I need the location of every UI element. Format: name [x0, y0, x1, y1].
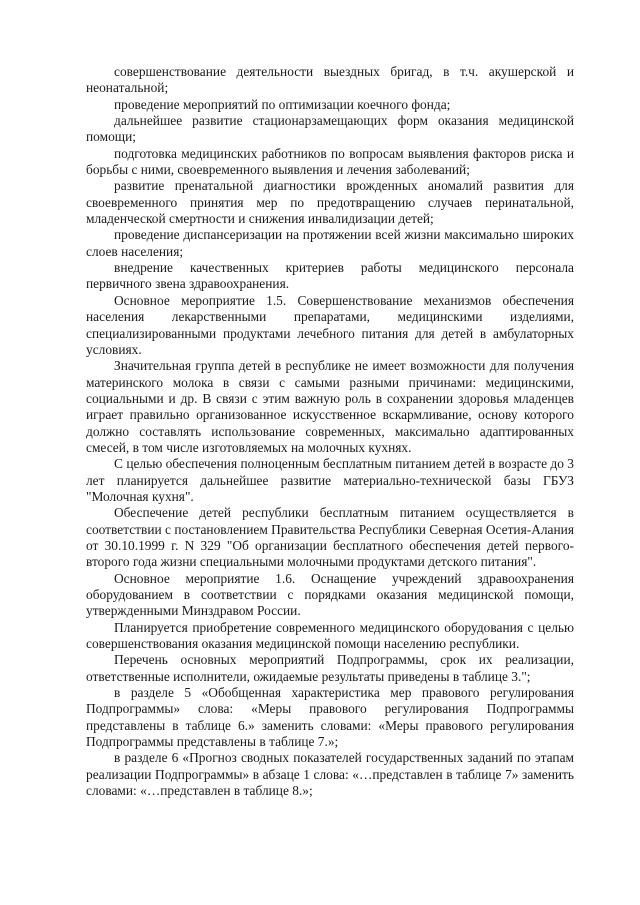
paragraph-section-6-amendment: в разделе 6 «Прогноз сводных показателей государственных заданий по этапам реализации Подпрограммы» в абзаце 1 слова: «…представлен в таблице 7» заменить словами: «…представлен в таблице 8.»;	[86, 750, 574, 799]
paragraph-table-3-reference: Перечень основных мероприятий Подпрограммы, срок их реализации, ответственные исполнители, ожидаемые результаты приведены в таблице 3.";	[86, 652, 574, 684]
paragraph-prenatal-diagnostics: развитие пренатальной диагностики врожденных аномалий развития для своевременного принятия мер по предотвращению случаев перинатальной, младенческой смертности и снижения инвалидизации детей;	[86, 178, 574, 227]
document-page	[86, 64, 574, 799]
paragraph-staff-training: подготовка медицинских работников по вопросам выявления факторов риска и борьбы с ними, своевременного выявления и лечения заболеваний;	[86, 145, 574, 178]
paragraph-hospital-replacing-care: дальнейшее развитие стационарзамещающих форм оказания медицинской помощи;	[86, 113, 574, 145]
paragraph-measure-1-5: Основное мероприятие 1.5. Совершенствование механизмов обеспечения населения лекарственными препаратами, медицинскими изделиями, специализированными продуктами лечебного питания для детей в амбулаторных условиях.	[86, 292, 574, 357]
paragraph-section-5-amendment: в разделе 5 «Обобщенная характеристика мер правового регулирования Подпрограммы» слова: «Меры правового регулирования Подпрограммы представлены в таблице 6.» заменить словами: «Меры правового регулирования Подпрограммы представлены в таблице 7.»;	[86, 685, 574, 750]
paragraph-free-nutrition: Обеспечение детей республики бесплатным питанием осуществляется в соответствии с постановлением Правительства Республики Северная Осетия-Алания от 30.10.1999 г. N 329 "Об организации бесплатного обеспечения детей первого-второго года жизни специальными молочными продуктами детского питания".	[86, 505, 574, 570]
paragraph-equipment-purchase: Планируется приобретение современного медицинского оборудования с целью совершенствования оказания медицинской помощи населению республики.	[86, 619, 574, 652]
paragraph-infant-feeding: Значительная группа детей в республике не имеет возможности для получения материнского молока в связи с самыми разными причинами: медицинскими, социальными и др. В связи с этим важную роль в сохранении здоровья младенцев играет правильно организованное искусственное вскармливание, основу которого должно составлять использование современных, максимально адаптированных смесей, в том числе изготовляемых на молочных кухнях.	[86, 358, 574, 455]
paragraph-outreach-teams: совершенствование деятельности выездных бригад, в т.ч. акушерской и неонатальной;	[86, 64, 574, 96]
paragraph-quality-criteria: внедрение качественных критериев работы медицинского персонала первичного звена здравоохранения.	[86, 260, 574, 292]
paragraph-measure-1-6: Основное мероприятие 1.6. Оснащение учреждений здравоохранения оборудованием в соответствии с порядками оказания медицинской помощи, утвержденными Минздравом России.	[86, 570, 574, 619]
paragraph-dispensary: проведение диспансеризации на протяжении всей жизни максимально широких слоев населения;	[86, 227, 574, 259]
paragraph-milk-kitchen: С целью обеспечения полноценным бесплатным питанием детей в возрасте до 3 лет планируется дальнейшее развитие материально-технической базы ГБУЗ "Молочная кухня".	[86, 456, 574, 504]
paragraph-bed-fund: проведение мероприятий по оптимизации коечного фонда;	[114, 96, 451, 112]
